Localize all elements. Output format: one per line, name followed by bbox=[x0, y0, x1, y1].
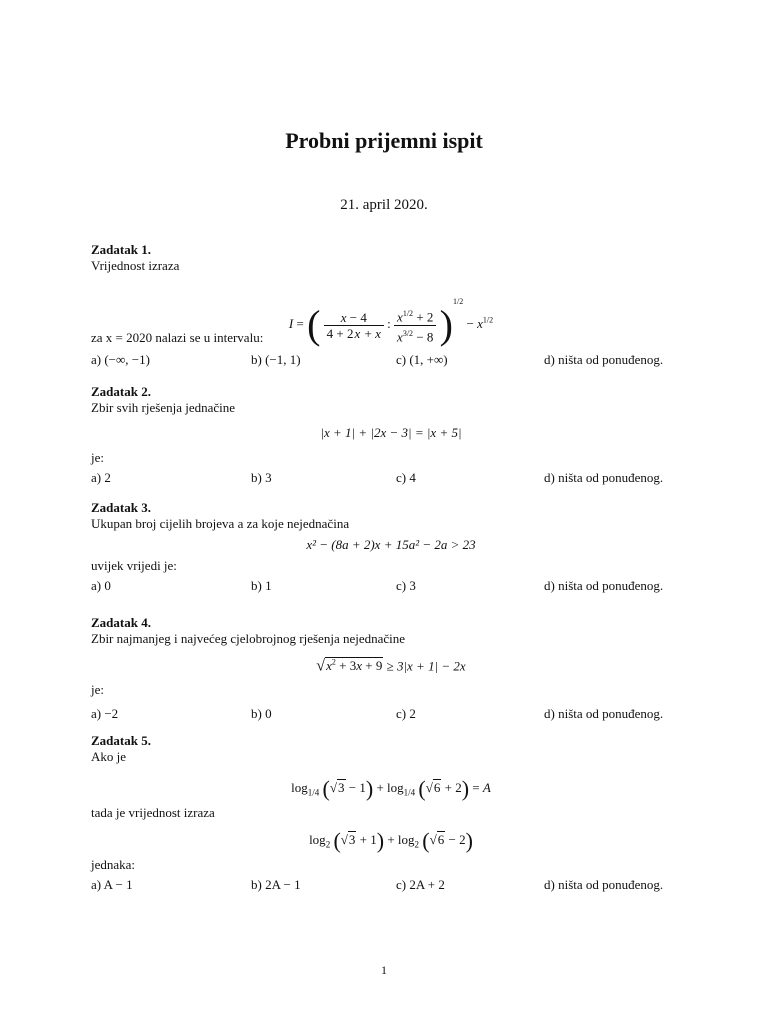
answer-row bbox=[91, 706, 691, 724]
task-formula: I = ( $\frac{x - 4}{4 + 2x + x}$ : $\frac{x^{1/2} + 2}{x^{3/2} - 8}$ )$^{1/2} - x^{1/2}$ bbox=[288, 297, 494, 348]
task-formula: $\log_{1/4} (√3 - 1) + \log_{1/4} (√6 + 2) = A$ bbox=[291, 776, 491, 802]
formula-fraction: $\frac{x - 4}{4 + 2x + x}$ bbox=[324, 310, 384, 341]
formula-fraction: $\frac{x^{1/2} + 2}{x^{3/2} - 8}$ bbox=[394, 306, 436, 344]
task-after: je: bbox=[91, 682, 104, 698]
answer-c: c) 3 bbox=[396, 578, 416, 593]
answer-a: a) 2 bbox=[91, 470, 111, 485]
task-title: Zadatak 2. bbox=[91, 384, 151, 399]
answer-d: d) ništa od ponuđenog. bbox=[544, 877, 664, 892]
task-intro: Ako je bbox=[91, 749, 127, 764]
answer-a: a) (−∞, −1) bbox=[91, 352, 150, 367]
task-after: za x = 2020 nalazi se u intervalu: bbox=[91, 330, 264, 345]
answer-b: b) 3 bbox=[251, 470, 272, 485]
task-intro: Zbir svih rješenja jednačine bbox=[91, 400, 236, 415]
answer-row bbox=[91, 877, 691, 895]
answer-b: b) (−1, 1) bbox=[251, 352, 301, 367]
answer-d: d) ništa od ponuđenog. bbox=[544, 470, 664, 485]
task-formula: x² − (8a + 2)x + 15a² − 2a > 23 bbox=[306, 537, 476, 552]
task-after: jednaka: bbox=[91, 857, 136, 872]
answer-row bbox=[91, 578, 691, 596]
answer-row bbox=[91, 470, 691, 488]
answer-c: c) 2 bbox=[396, 706, 416, 722]
task-intro: Vrijednost izraza bbox=[91, 258, 180, 273]
task-formula: $\log_2 (√3 + 1) + \log_2 (√6 - 2)$ bbox=[309, 828, 473, 854]
task-after: tada je vrijednost izraza bbox=[91, 805, 215, 820]
task-after: je: bbox=[91, 450, 104, 465]
answer-c: c) (1, +∞) bbox=[396, 352, 448, 367]
answer-d: d) ništa od ponuđenog. bbox=[544, 352, 664, 367]
task-3 bbox=[91, 500, 691, 596]
task-4 bbox=[91, 615, 691, 724]
answer-b: b) 2A − 1 bbox=[251, 877, 301, 892]
answer-row bbox=[91, 352, 691, 370]
exam-date: 21. april 2020. bbox=[340, 197, 428, 213]
task-intro: Ukupan broj cijelih brojeva a za koje nejednačina bbox=[91, 516, 350, 531]
task-5 bbox=[91, 733, 691, 895]
task-formula: $√x^2 + 3x + 9 \ge 3|x + 1| - 2x$ bbox=[316, 657, 466, 675]
task-intro: Zbir najmanjeg i najvećeg cjelobrojnog rješenja nejednačine bbox=[91, 631, 406, 646]
answer-d: d) ništa od ponuđenog. bbox=[544, 706, 664, 722]
task-1 bbox=[91, 242, 691, 370]
task-after: uvijek vrijedi je: bbox=[91, 558, 177, 573]
task-title: Zadatak 3. bbox=[91, 500, 151, 515]
task-2 bbox=[91, 384, 691, 488]
answer-d: d) ništa od ponuđenog. bbox=[544, 578, 664, 593]
page-title: Probni prijemni ispit bbox=[285, 128, 483, 153]
page-number: 1 bbox=[381, 963, 387, 977]
answer-b: b) 1 bbox=[251, 578, 272, 593]
answer-c: c) 4 bbox=[396, 470, 416, 485]
task-title: Zadatak 1. bbox=[91, 242, 151, 257]
answer-a: a) −2 bbox=[91, 706, 119, 722]
answer-c: c) 2A + 2 bbox=[396, 877, 445, 892]
answer-a: a) 0 bbox=[91, 578, 111, 593]
answer-b: b) 0 bbox=[251, 706, 272, 722]
task-formula: |x + 1| + |2x − 3| = |x + 5| bbox=[320, 425, 462, 440]
task-title: Zadatak 4. bbox=[91, 615, 151, 630]
answer-a: a) A − 1 bbox=[91, 877, 133, 892]
task-title: Zadatak 5. bbox=[91, 733, 151, 748]
